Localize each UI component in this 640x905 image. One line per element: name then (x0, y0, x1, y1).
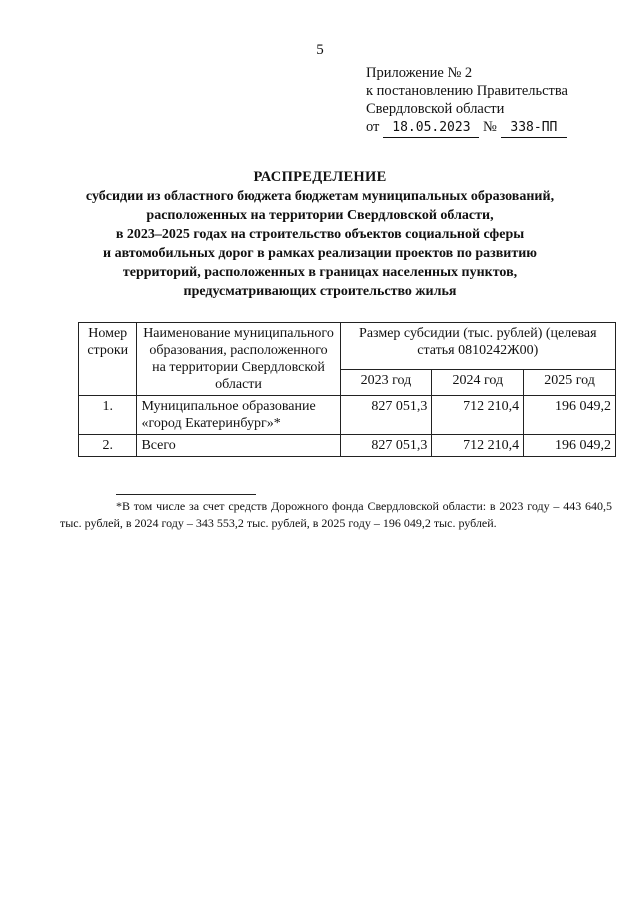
header-year-2024: 2024 год (432, 369, 524, 395)
cell-2023: 827 051,3 (340, 435, 432, 457)
footnote-divider (116, 494, 256, 495)
title-line: субсидии из областного бюджета бюджетам муниципальных образований, (85, 189, 555, 204)
title-line: расположенных на территории Свердловской области, (146, 208, 494, 223)
header-row-number: Номер строки (79, 323, 137, 396)
appendix-line-1: Приложение № 2 (366, 65, 473, 81)
header-subsidy-amount: Размер субсидии (тыс. рублей) (целевая статья 0810242Ж00) (340, 323, 615, 370)
page-number: 5 (316, 42, 324, 58)
cell-2024: 712 210,4 (432, 435, 524, 457)
distribution-table (78, 322, 616, 457)
footnote: *В том числе за счет средств Дорожного фонда Свердловской области: в 2023 году – 443 640,5 тыс. рублей, в 2024 году – 343 553,2 тыс. рублей, в 2025 году – 196 049,2 тыс. рублей. (60, 499, 612, 530)
table-row-total (79, 435, 616, 457)
appendix-header (366, 64, 626, 138)
header-municipality-name: Наименование муниципального образования, расположенного на территории Свердловской области (137, 323, 340, 396)
decree-date: 18.05.2023 (383, 119, 479, 138)
cell-2023: 827 051,3 (340, 396, 432, 435)
table-header-row (79, 323, 616, 370)
table-row (79, 396, 616, 435)
title-line: территорий, расположенных в границах населенных пунктов, (122, 265, 518, 280)
title-line: и автомобильных дорог в рамках реализации проектов по развитию (103, 246, 537, 261)
number-label: № (483, 119, 497, 135)
cell-municipality: Муниципальное образование «город Екатеринбург»* (137, 396, 340, 435)
title-line: в 2023–2025 годах на строительство объектов социальной сферы (115, 227, 525, 242)
decree-number: 338-ПП (501, 119, 567, 138)
header-year-2025: 2025 год (524, 369, 616, 395)
appendix-line-4 (366, 118, 626, 138)
from-label: от (366, 119, 380, 135)
cell-2025: 196 049,2 (524, 435, 616, 457)
cell-row-number: 1. (79, 396, 137, 435)
cell-2024: 712 210,4 (432, 396, 524, 435)
title-line: предусматривающих строительство жилья (183, 284, 457, 299)
cell-2025: 196 049,2 (524, 396, 616, 435)
cell-row-number: 2. (79, 435, 137, 457)
appendix-line-2: к постановлению Правительства (366, 83, 568, 99)
title-main: РАСПРЕДЕЛЕНИЕ (253, 169, 387, 185)
appendix-line-3: Свердловской области (366, 101, 505, 117)
document-title (40, 168, 600, 301)
cell-total-label: Всего (137, 435, 340, 457)
header-year-2023: 2023 год (340, 369, 432, 395)
